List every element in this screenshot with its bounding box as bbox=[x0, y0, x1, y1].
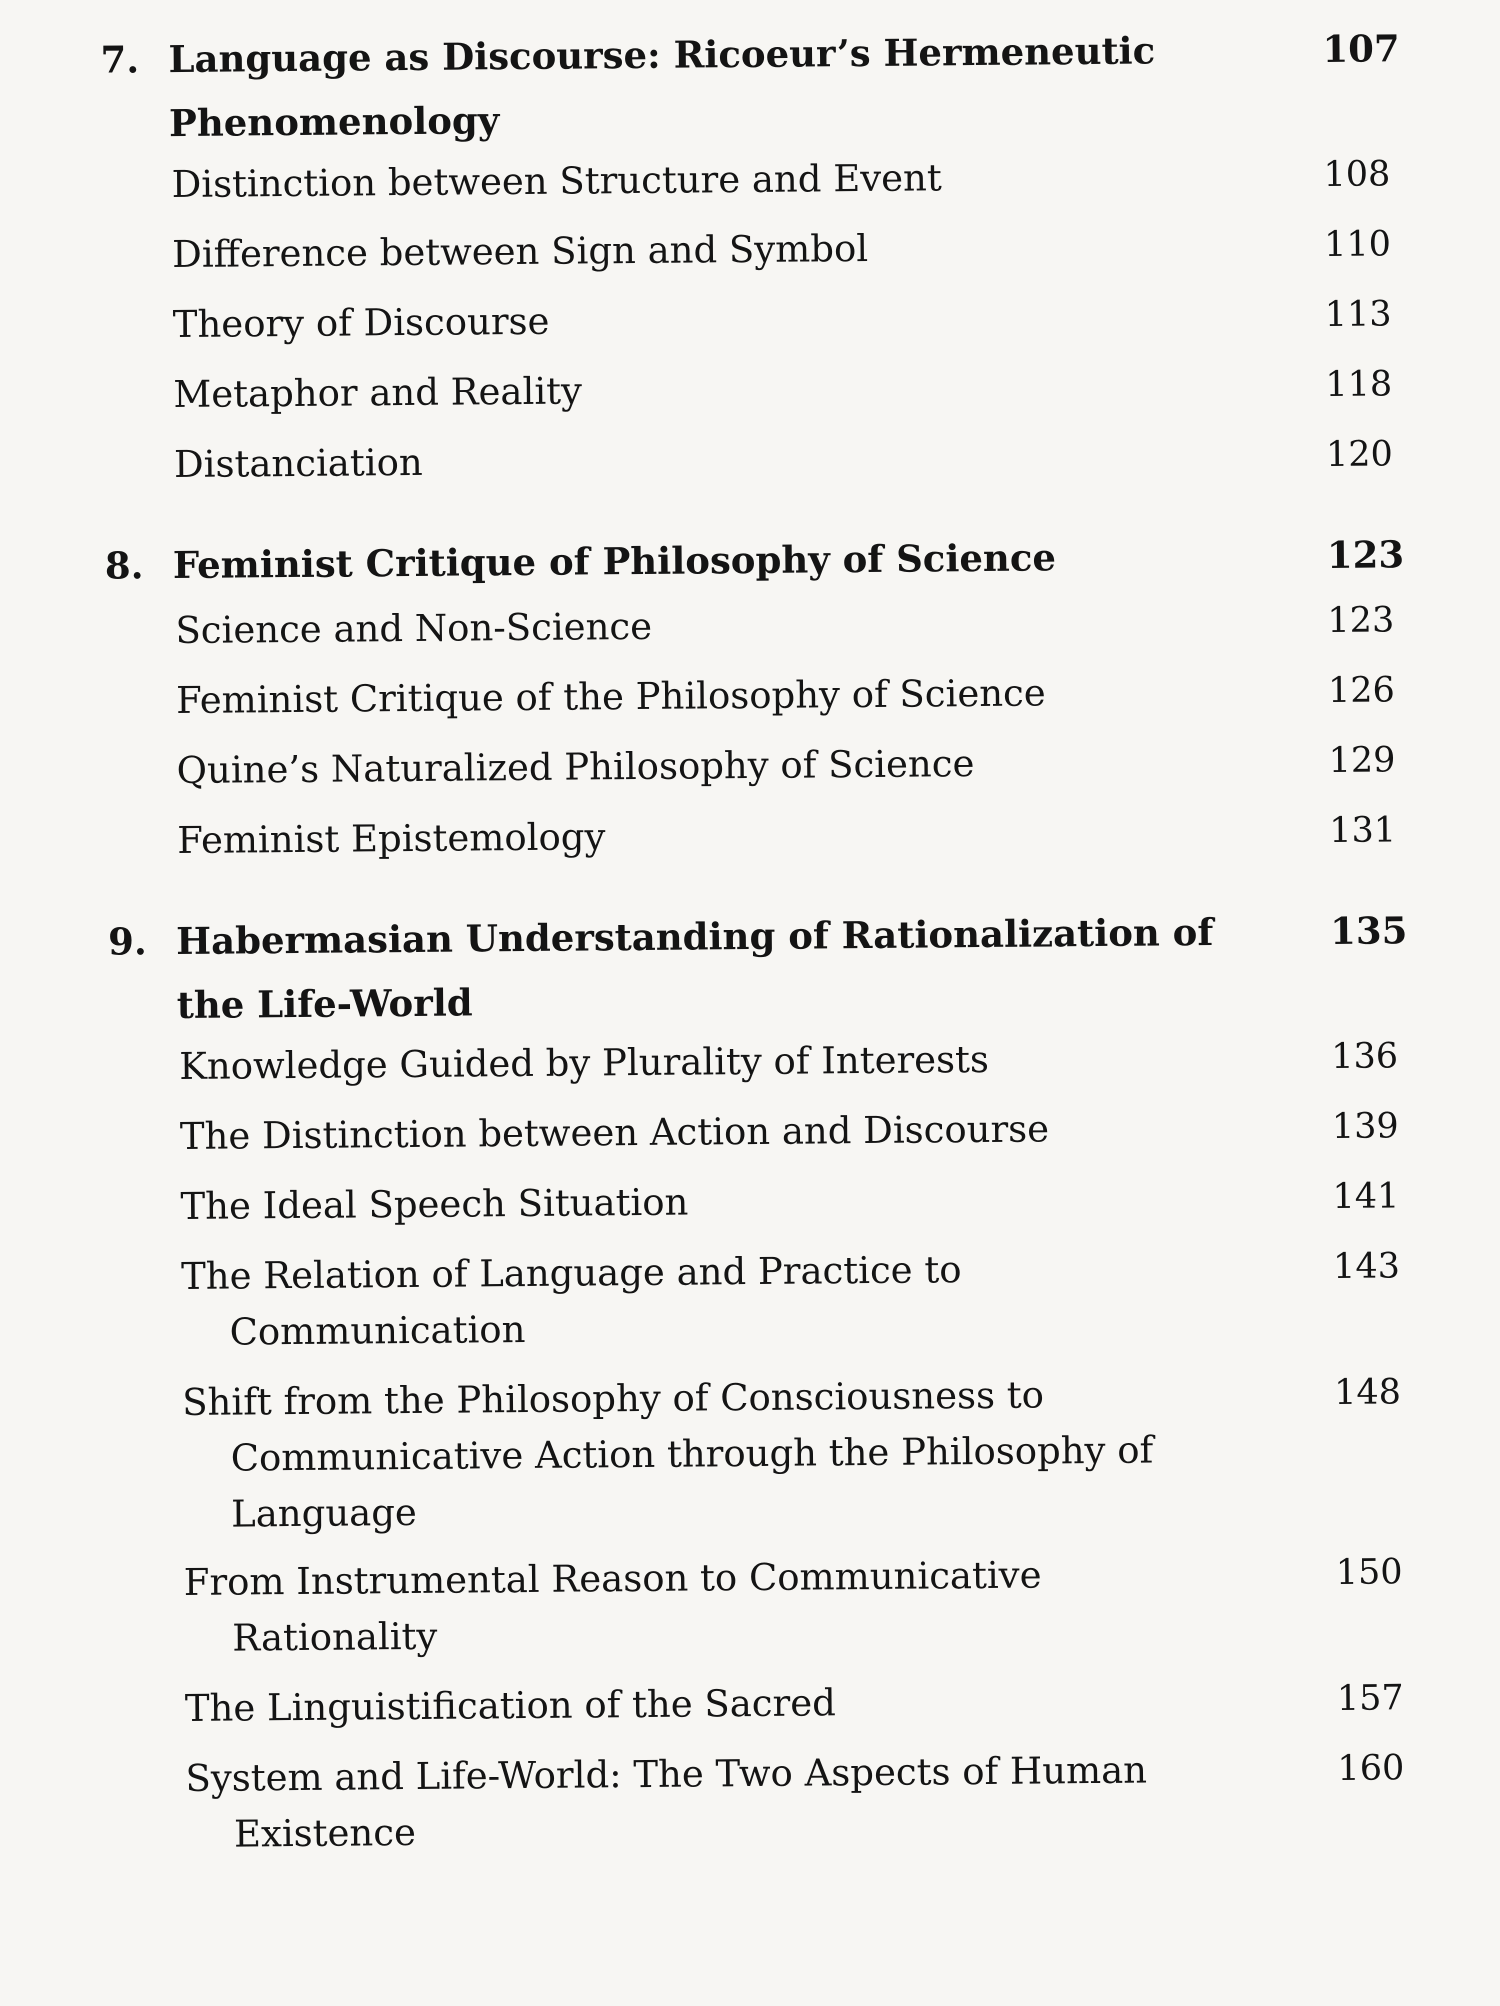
chapter-title: Feminist Critique of Philosophy of Science bbox=[172, 535, 1057, 588]
chapter-number: 7. bbox=[100, 37, 140, 82]
section-title: Knowledge Guided by Plurality of Interests bbox=[179, 1037, 990, 1089]
section-title: The Linguistification of the Sacred bbox=[184, 1681, 837, 1730]
section-title: The Distinction between Action and Discourse bbox=[179, 1107, 1050, 1159]
chapter-title: Habermasian Understanding of Rationalization of the Life-World bbox=[175, 909, 1214, 1028]
section-page-number: 136 bbox=[1331, 1036, 1399, 1077]
section-page-number: 139 bbox=[1331, 1106, 1399, 1147]
section-page-number: 108 bbox=[1323, 154, 1391, 196]
section-page-number: 120 bbox=[1325, 434, 1393, 475]
section-page-number: 160 bbox=[1337, 1748, 1405, 1789]
section-page-number: 118 bbox=[1325, 364, 1393, 405]
section-title: The Ideal Speech Situation bbox=[180, 1180, 689, 1229]
section-title: System and Life-World: The Two Aspects of Human Existence bbox=[185, 1748, 1148, 1856]
section-title: Science and Non-Science bbox=[175, 604, 653, 653]
section-title: Feminist Epistemology bbox=[177, 815, 606, 863]
chapter-page-number: 135 bbox=[1329, 908, 1408, 953]
section-page-number: 157 bbox=[1336, 1678, 1404, 1719]
section-page-number: 141 bbox=[1332, 1176, 1400, 1217]
section-title: Distanciation bbox=[173, 440, 423, 487]
section-title: Shift from the Philosophy of Consciousness to Communicative Action through the Philosophy of Language bbox=[182, 1373, 1154, 1536]
section-page-number: 123 bbox=[1327, 600, 1395, 641]
chapter-title: Language as Discourse: Ricoeur’s Hermeneutic Phenomenology bbox=[168, 28, 1156, 146]
section-page-number: 110 bbox=[1323, 224, 1392, 265]
section-title: Distinction between Structure and Event bbox=[171, 156, 942, 207]
section-title: From Instrumental Reason to Communicative Rationality bbox=[183, 1553, 1042, 1660]
section-page-number: 131 bbox=[1329, 810, 1397, 851]
chapter-number: 9. bbox=[108, 919, 148, 964]
section-page-number: 148 bbox=[1334, 1372, 1402, 1413]
chapter-page-number: 123 bbox=[1326, 532, 1405, 577]
section-title: Theory of Discourse bbox=[172, 299, 550, 347]
section-page-number: 129 bbox=[1328, 740, 1396, 781]
section-page-number: 113 bbox=[1324, 294, 1392, 335]
chapter-number: 8. bbox=[104, 543, 144, 588]
section-title: Feminist Critique of the Philosophy of Science bbox=[175, 671, 1046, 723]
section-page-number: 143 bbox=[1332, 1246, 1401, 1287]
section-title: Quine’s Naturalized Philosophy of Science bbox=[176, 742, 975, 793]
chapter-page-number: 107 bbox=[1322, 26, 1400, 72]
section-title: Difference between Sign and Symbol bbox=[172, 226, 869, 277]
section-page-number: 126 bbox=[1327, 670, 1396, 711]
section-title: Metaphor and Reality bbox=[173, 369, 583, 417]
section-page-number: 150 bbox=[1335, 1552, 1403, 1593]
section-title: The Relation of Language and Practice to Communication bbox=[180, 1248, 962, 1354]
